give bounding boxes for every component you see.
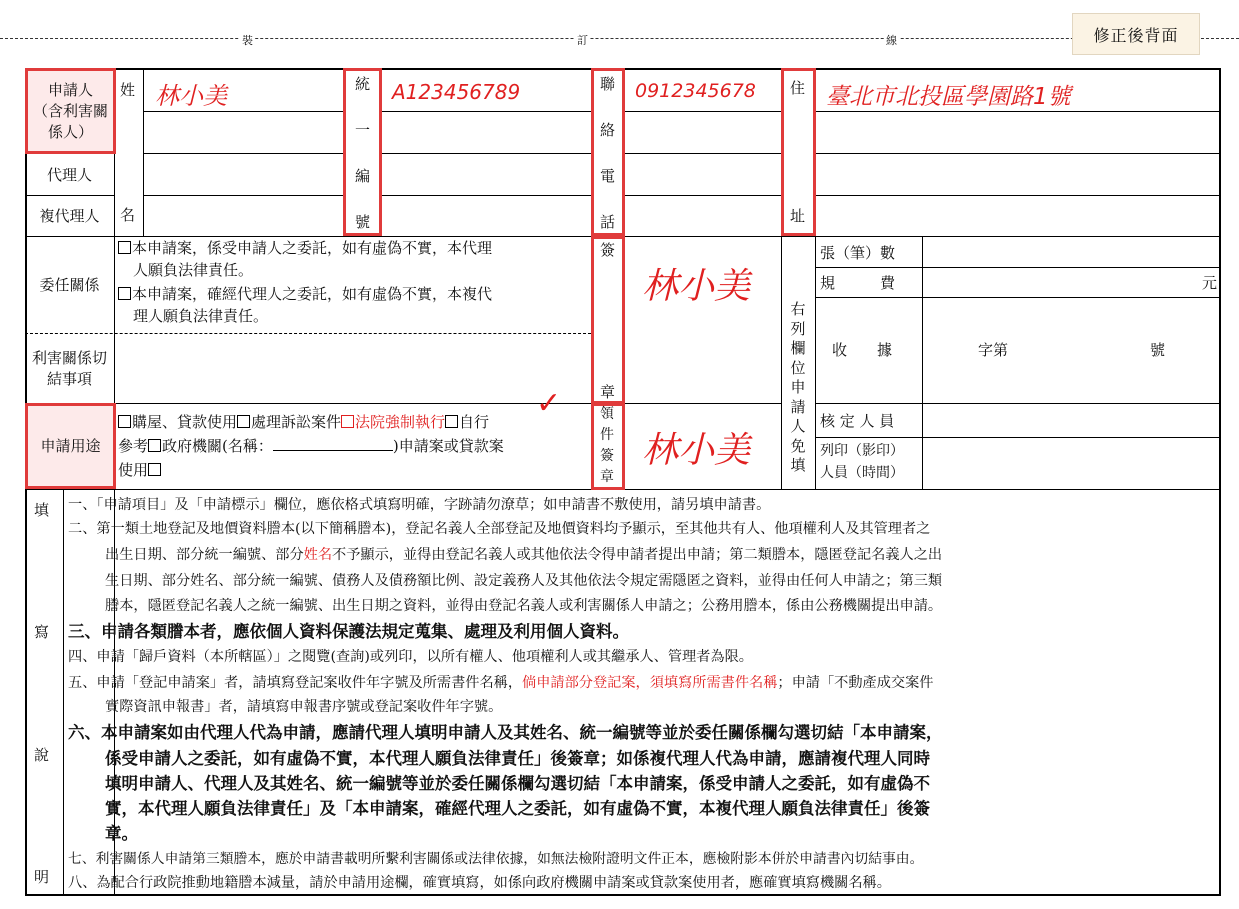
purpose-label: 申請用途: [25, 403, 116, 489]
fee-label: 規 費: [820, 274, 896, 292]
phone-label-char: 絡: [600, 121, 616, 139]
mandate-label: 委任關係: [39, 275, 100, 294]
grid-line: [143, 153, 343, 154]
office-use-vertical-label: 右 列 欄 位 申 請 人 免 填: [790, 300, 806, 474]
grid-line: [25, 403, 781, 404]
phone-label-char: 聯: [600, 75, 616, 93]
receive-label-char: 章: [600, 469, 614, 485]
binding-line: [0, 38, 1239, 39]
grid-line: [381, 153, 591, 154]
address-label-char: 住: [790, 79, 806, 97]
checkbox[interactable]: [118, 287, 131, 300]
print-staff-label-1: 列印（影印）: [820, 443, 904, 459]
note-5-line-2: 實際資訊申報書」者，請填寫申報書序號或登記案收件年字號。: [105, 699, 503, 715]
note-1: 一、「申請項目」及「申請標示」欄位，應依格式填寫明確，字跡請勿潦草；如申請書不敷使用，請另填申請書。: [68, 497, 771, 513]
binding-char-2: 訂: [577, 34, 588, 47]
grid-line: [624, 153, 781, 154]
revision-badge: 修正後背面: [1072, 13, 1200, 55]
grid-line: [815, 195, 1221, 196]
checkbox[interactable]: [118, 241, 131, 254]
purpose-line-2: 參考 政府機關(名稱： )申請案或貸款案: [118, 437, 504, 455]
checkbox-government[interactable]: [148, 439, 161, 452]
approver-label: 核 定 人 員: [820, 412, 895, 430]
note-6-line-2: 係受申請人之委託，如有虛偽不實，本代理人願負法律責任」後簽章；如係複代理人代為申請，應請複代理人同時: [105, 749, 930, 768]
id-label-char: 統: [355, 75, 371, 93]
grid-line: [381, 195, 591, 196]
grid-line: [143, 111, 343, 112]
mandate-option-subagent[interactable]: 本申請案，確經代理人之委託，如有虛偽不實，本複代: [118, 284, 492, 305]
note-8: 八、為配合行政院推動地籍謄本減量，請於申請用途欄，確實填寫，如係向政府機關申請案或貸款案使用者，應確實填寫機關名稱。: [68, 875, 891, 891]
phone-label-char: 話: [600, 213, 616, 231]
grid-line: [624, 195, 781, 196]
receipt-label: 收 據: [832, 341, 893, 359]
note-6-line-5: 章。: [105, 824, 138, 843]
id-label-char: 號: [355, 213, 371, 231]
given-name-label: 名: [120, 206, 136, 224]
receipt-zi: 字第: [978, 341, 1009, 359]
grid-line: [815, 403, 1221, 404]
notes-side-char: 說: [34, 746, 50, 764]
fee-unit: 元: [1202, 274, 1218, 292]
checkbox-enforcement[interactable]: [341, 415, 354, 428]
note-6-line-4: 實，本代理人願負法律責任」及「本申請案，確經代理人之委託，如有虛偽不實，本複代理人願負法律責任」後簽: [105, 799, 930, 818]
receive-label-char: 件: [600, 427, 614, 443]
signature-label-bottom: 章: [600, 383, 616, 401]
mandate-option-subagent-cont: 理人願負法律責任。: [133, 307, 269, 325]
applicant-signature: 林小美: [642, 266, 751, 307]
agent-label: 代理人: [46, 165, 92, 184]
subagent-label: 複代理人: [39, 206, 100, 225]
signature-label-box: [591, 236, 625, 404]
checkbox-litigation[interactable]: [237, 415, 250, 428]
pages-count-label: 張（筆）數: [820, 244, 896, 262]
note-2-line-1: 二、第一類土地登記及地價資料謄本(以下簡稱謄本)，登記名義人全部登記及地價資料均予顯示，至其他共有人、他項權利人及其管理者之: [68, 521, 931, 537]
note-6-line-3: 填明申請人、代理人及其姓名、統一編號等並於委任關係欄勾選切結「本申請案，係受申請人之委託，如有虛偽不: [105, 774, 930, 793]
applicant-label: 申請人 （含利害關 係人）: [25, 68, 116, 154]
print-staff-label-2: 人員（時間）: [820, 465, 904, 481]
grid-line: [815, 437, 1221, 438]
note-4: 四、申請「歸戶資料（本所轄區）」之閱覽(查詢)或列印，以所有權人、他項權利人或其繼承人、管理者為限。: [68, 649, 753, 665]
note-2-line-4: 謄本，隱匿登記名義人之統一編號、出生日期之資料，並得由登記名義人或利害關係人申請之；公務用謄本，係由公務機關提出申請。: [105, 598, 943, 614]
notes-side-char: 填: [34, 501, 50, 519]
grid-line: [143, 195, 343, 196]
checkmark-handwriting: ✓: [536, 386, 562, 421]
receipt-hao: 號: [1150, 341, 1166, 359]
interest-label: 利害關係切 結事項: [31, 348, 107, 388]
receive-label-char: 領: [600, 406, 614, 422]
binding-char-3: 線: [886, 34, 897, 47]
grid-line: [143, 68, 144, 236]
mandate-option-agent-cont: 人願負法律責任。: [133, 261, 254, 279]
phone-label-char: 電: [600, 167, 616, 185]
notes-side-char: 寫: [34, 623, 50, 641]
binding-char-1: 裝: [242, 34, 253, 47]
id-number-handwriting: A123456789: [392, 80, 521, 104]
grid-line: [922, 236, 923, 489]
checkbox-self-reference[interactable]: [445, 415, 458, 428]
grid-line: [815, 111, 1221, 112]
surname-label: 姓: [120, 81, 136, 99]
grid-line: [815, 153, 1221, 154]
note-6-line-1: 六、本申請案如由代理人代為申請，應請代理人填明申請人及其姓名、統一編號等並於委任關係欄勾選切結「本申請案，: [68, 723, 943, 742]
grid-line: [63, 489, 64, 896]
id-label-char: 編: [355, 167, 371, 185]
receiver-signature: 林小美: [642, 430, 751, 471]
note-2-line-3: 生日期、部分姓名、部分統一編號、債務人及債務額比例、設定義務人及其他依法令規定需隱匿之資料，並得由任何人申請之；第三類: [105, 573, 943, 589]
phone-handwriting: 0912345678: [635, 80, 756, 102]
grid-line: [381, 111, 591, 112]
note-3: 三、申請各類謄本者，應依個人資料保護法規定蒐集、處理及利用個人資料。: [68, 622, 629, 641]
id-label-char: 一: [355, 121, 371, 139]
signature-label-top: 簽: [600, 241, 616, 259]
purpose-line-1: 購屋、貸款使用 處理訴訟案件 法院強制執行 自行: [118, 412, 489, 433]
government-name-field[interactable]: [273, 450, 393, 451]
address-label-char: 址: [790, 207, 806, 225]
mandate-option-agent[interactable]: 本申請案，係受申請人之委託，如有虛偽不實，本代理: [118, 238, 492, 259]
note-7: 七、利害關係人申請第三類謄本，應於申請書載明所繫利害關係或法律依據，如無法檢附證明文件正本，應檢附影本併於申請書內切結事由。: [68, 851, 924, 867]
purpose-line-3: 使用: [118, 460, 162, 481]
checkbox-use[interactable]: [148, 463, 161, 476]
receive-label-char: 簽: [600, 448, 614, 464]
grid-line: [815, 297, 1221, 298]
note-5-line-1: 五、申請「登記申請案」者，請填寫登記案收件年字號及所需書件名稱，倘申請部分登記案，須填寫所需書件名稱；申請「不動產成交案件: [68, 675, 934, 691]
note-2-line-2: 出生日期、部分統一編號、部分姓名不予顯示，並得由登記名義人或其他依法令得申請者提出申請；第二類謄本，隱匿登記名義人之出: [105, 547, 943, 563]
grid-line: [624, 111, 781, 112]
checkbox-purchase[interactable]: [118, 415, 131, 428]
notes-side-char: 明: [34, 868, 50, 886]
address-handwriting: 臺北市北投區學園路1號: [826, 84, 1071, 110]
grid-line: [815, 267, 1221, 268]
applicant-name-handwriting: 林小美: [155, 82, 227, 110]
